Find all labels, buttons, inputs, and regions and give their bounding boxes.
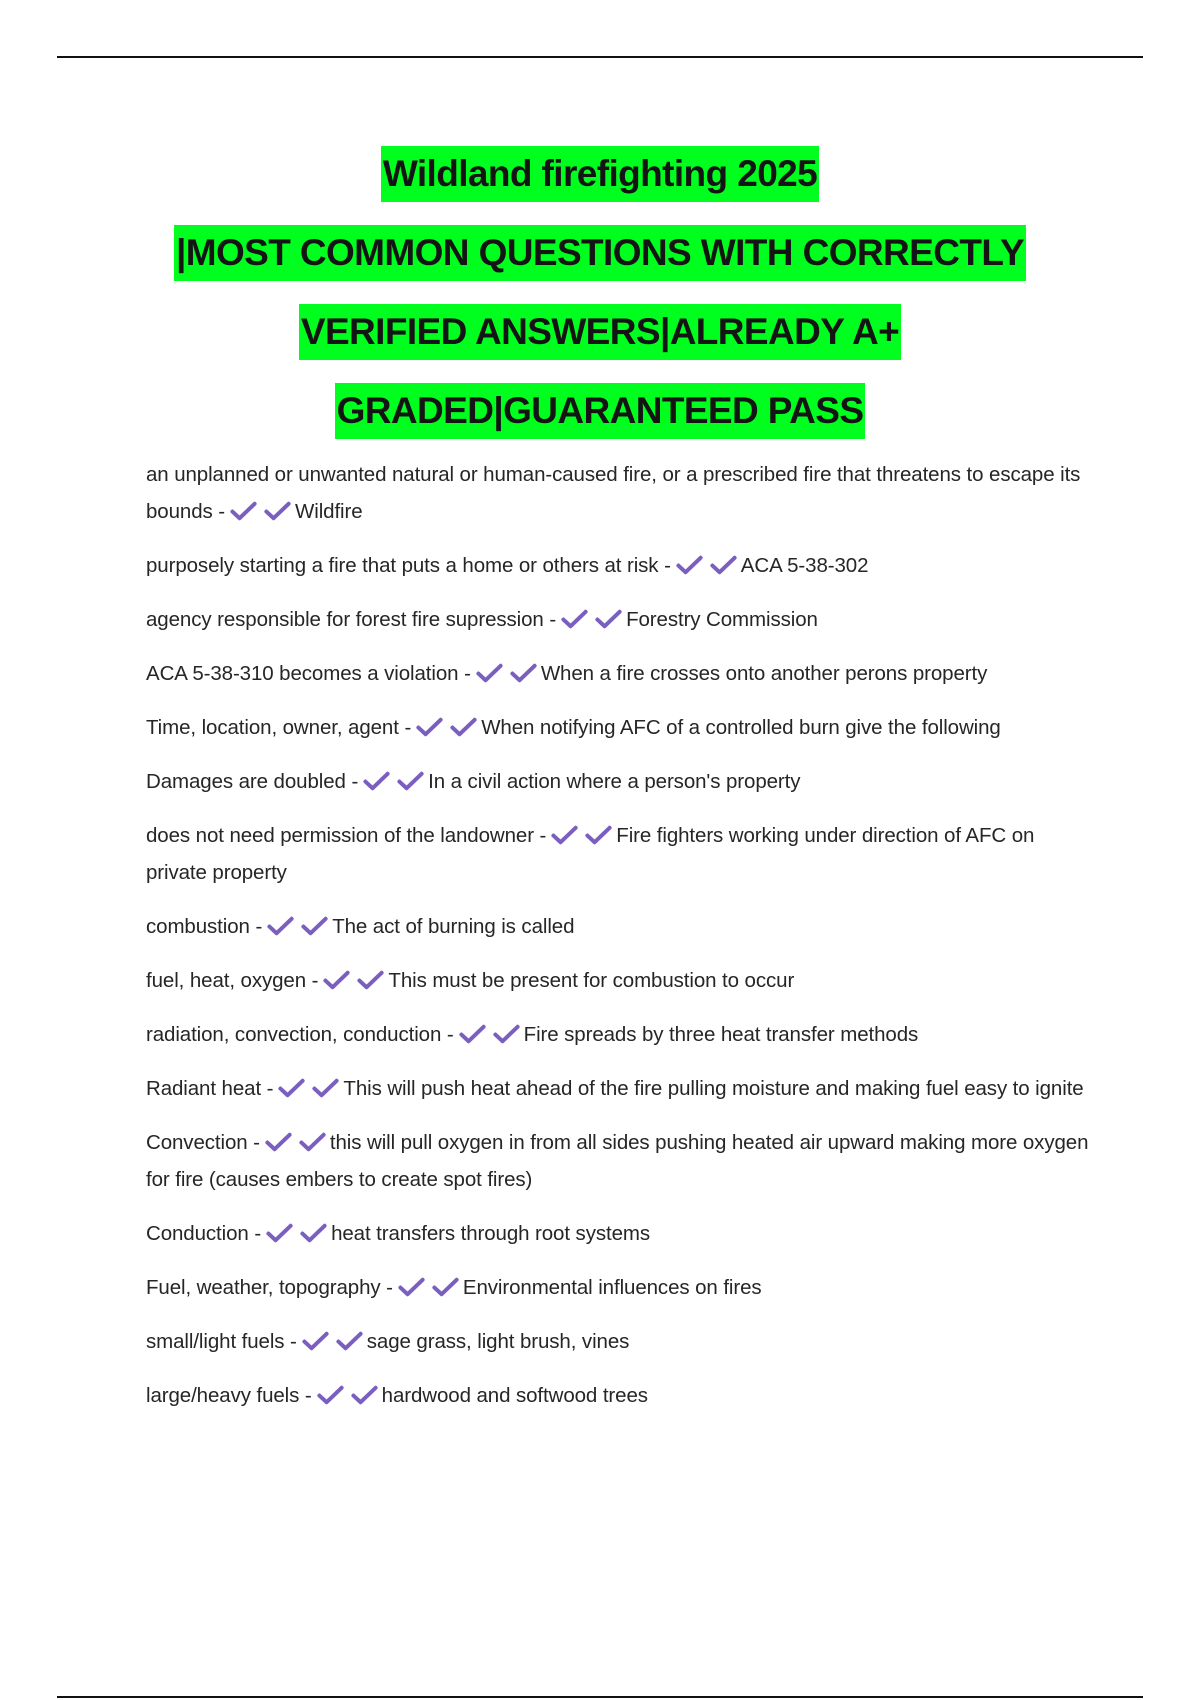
checkmark-icon	[266, 1223, 293, 1243]
checkmark-icon	[301, 916, 328, 936]
separator: -	[464, 662, 471, 685]
question-text: Convection	[146, 1131, 248, 1154]
separator: -	[266, 1077, 274, 1100]
checkmark-icon	[351, 1385, 378, 1405]
separator: -	[351, 770, 359, 793]
separator: -	[254, 1222, 262, 1245]
document-title	[0, 142, 1200, 458]
separator: -	[253, 1131, 260, 1154]
answer-text: Fire fighters working under direction of AFC on private property	[146, 824, 1035, 884]
answer-text: This must be present for combustion to occur	[388, 969, 795, 992]
question-text: small/light fuels	[146, 1330, 285, 1353]
separator: -	[311, 969, 319, 992]
checkmark-icon	[363, 771, 390, 791]
qa-item	[146, 601, 1091, 638]
qa-item	[146, 1377, 1091, 1414]
title-line-1: Wildland firefighting 2025	[0, 142, 1200, 221]
qa-item	[146, 908, 1091, 945]
checkmark-icon	[450, 717, 477, 737]
qa-item	[146, 817, 1091, 891]
question-text: Radiant heat	[146, 1077, 262, 1100]
separator: -	[304, 1384, 312, 1407]
qa-item	[146, 1269, 1091, 1306]
qa-item	[146, 1124, 1091, 1198]
checkmark-icon	[312, 1078, 339, 1098]
answer-text: Environmental influences on fires	[462, 1276, 762, 1299]
checkmark-icon	[510, 663, 537, 683]
question-text: Conduction	[146, 1222, 249, 1245]
qa-item	[146, 1323, 1091, 1360]
title-line-4: GRADED|GUARANTEED PASS	[0, 379, 1200, 458]
qa-list	[146, 456, 1091, 1431]
separator: -	[386, 1276, 393, 1299]
answer-text: ACA 5-38-302	[740, 554, 869, 577]
question-text: agency responsible for forest fire supression	[146, 608, 544, 631]
question-text: combustion	[146, 915, 250, 938]
answer-text: This will push heat ahead of the fire pulling moisture and making fuel easy to ignite	[343, 1077, 1084, 1100]
checkmark-icon	[323, 970, 350, 990]
separator: -	[290, 1330, 297, 1353]
question-text: ACA 5-38-310 becomes a violation	[146, 662, 459, 685]
checkmark-icon	[676, 555, 703, 575]
checkmark-icon	[264, 501, 291, 521]
qa-item	[146, 962, 1091, 999]
checkmark-icon	[551, 825, 578, 845]
checkmark-icon	[459, 1024, 486, 1044]
checkmark-icon	[710, 555, 737, 575]
answer-text: The act of burning is called	[332, 915, 575, 938]
qa-item	[146, 655, 1091, 692]
checkmark-icon	[476, 663, 503, 683]
checkmark-icon	[267, 916, 294, 936]
question-text: purposely starting a fire that puts a home or others at risk	[146, 554, 659, 577]
separator: -	[539, 824, 547, 847]
separator: -	[255, 915, 263, 938]
answer-text: Wildfire	[295, 500, 363, 523]
checkmark-icon	[230, 501, 257, 521]
answer-text: Forestry Commission	[626, 608, 818, 631]
question-text: does not need permission of the landowner	[146, 824, 534, 847]
checkmark-icon	[416, 717, 443, 737]
checkmark-icon	[302, 1331, 329, 1351]
checkmark-icon	[397, 771, 424, 791]
checkmark-icon	[595, 609, 622, 629]
checkmark-icon	[278, 1078, 305, 1098]
checkmark-icon	[336, 1331, 363, 1351]
question-text: Damages are doubled	[146, 770, 346, 793]
qa-item	[146, 763, 1091, 800]
answer-text: sage grass, light brush, vines	[366, 1330, 630, 1353]
checkmark-icon	[561, 609, 588, 629]
answer-text: Fire spreads by three heat transfer methods	[523, 1023, 919, 1046]
qa-item	[146, 547, 1091, 584]
answer-text: When a fire crosses onto another perons property	[540, 662, 988, 685]
checkmark-icon	[493, 1024, 520, 1044]
checkmark-icon	[299, 1132, 326, 1152]
question-text: large/heavy fuels	[146, 1384, 300, 1407]
checkmark-icon	[300, 1223, 327, 1243]
separator: -	[664, 554, 671, 577]
title-line-3: VERIFIED ANSWERS|ALREADY A+	[0, 300, 1200, 379]
answer-text: When notifying AFC of a controlled burn give the following	[481, 716, 1001, 739]
checkmark-icon	[432, 1277, 459, 1297]
checkmark-icon	[585, 825, 612, 845]
title-line-2: |MOST COMMON QUESTIONS WITH CORRECTLY	[0, 221, 1200, 300]
qa-item	[146, 1215, 1091, 1252]
answer-text: hardwood and softwood trees	[381, 1384, 648, 1407]
question-text: fuel, heat, oxygen	[146, 969, 307, 992]
answer-text: this will pull oxygen in from all sides pushing heated air upward making more oxygen for fire (causes embers to create spot fires)	[146, 1131, 1089, 1191]
checkmark-icon	[317, 1385, 344, 1405]
checkmark-icon	[265, 1132, 292, 1152]
separator: -	[404, 716, 412, 739]
top-rule	[57, 56, 1143, 58]
question-text: Time, location, owner, agent	[146, 716, 399, 739]
separator: -	[549, 608, 557, 631]
question-text: Fuel, weather, topography	[146, 1276, 381, 1299]
checkmark-icon	[398, 1277, 425, 1297]
answer-text: heat transfers through root systems	[331, 1222, 651, 1245]
qa-item	[146, 1070, 1091, 1107]
qa-item	[146, 456, 1091, 530]
checkmark-icon	[357, 970, 384, 990]
separator: -	[446, 1023, 454, 1046]
answer-text: In a civil action where a person's property	[428, 770, 801, 793]
qa-item	[146, 1016, 1091, 1053]
question-text: radiation, convection, conduction	[146, 1023, 442, 1046]
question-text: an unplanned or unwanted natural or human-caused fire, or a prescribed fire that threatens to escape its bounds	[146, 463, 1081, 523]
separator: -	[218, 500, 225, 523]
bottom-rule	[57, 1696, 1143, 1698]
qa-item	[146, 709, 1091, 746]
